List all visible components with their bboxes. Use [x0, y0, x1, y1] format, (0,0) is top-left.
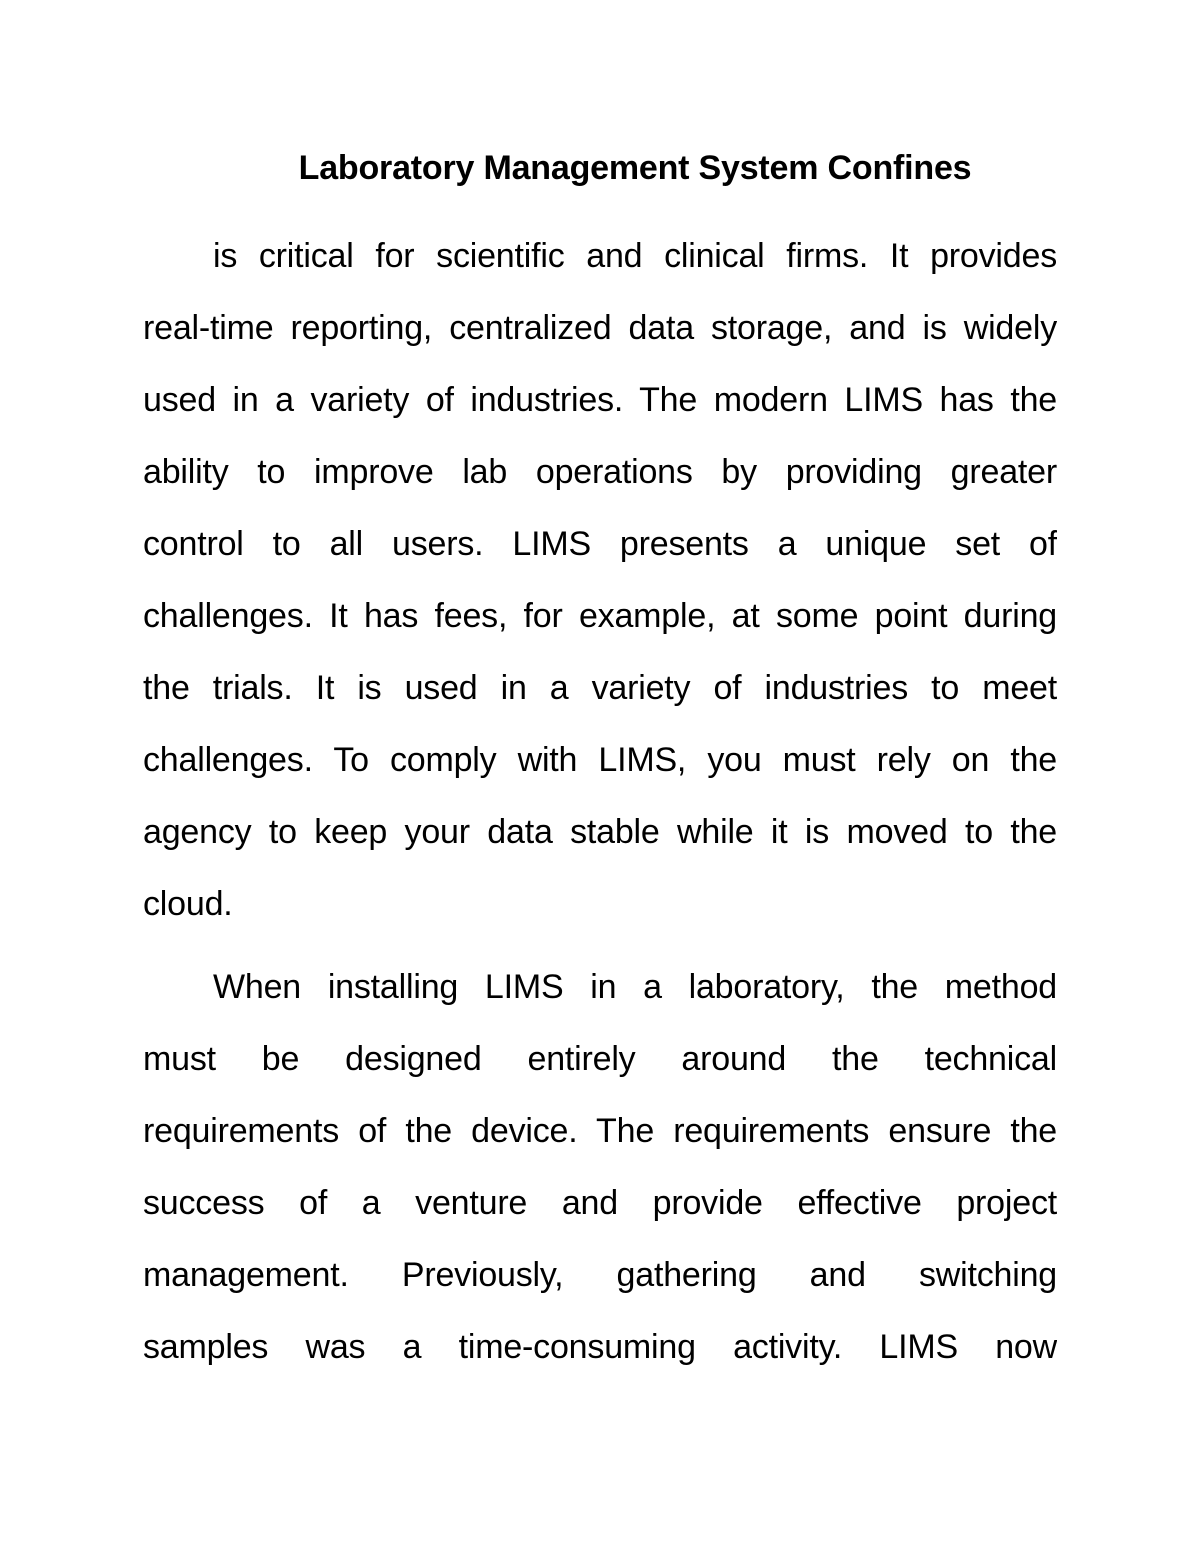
paragraph-line: control to all users. LIMS presents a unique set of: [143, 525, 1057, 563]
paragraph-line: real-time reporting, centralized data storage, and is widely: [143, 309, 1057, 347]
paragraph-line: must be designed entirely around the technical: [143, 1040, 1057, 1078]
paragraph-2: [143, 951, 1057, 1383]
paragraph-line: requirements of the device. The requirements ensure the: [143, 1112, 1057, 1150]
paragraph-line: management. Previously, gathering and switching: [143, 1256, 1057, 1294]
paragraph-line: When installing LIMS in a laboratory, the method: [213, 968, 1057, 1006]
document-title: Laboratory Management System Confines: [298, 149, 972, 187]
paragraph-line: used in a variety of industries. The modern LIMS has the: [143, 381, 1057, 419]
paragraph-line: samples was a time-consuming activity. LIMS now: [143, 1328, 1057, 1366]
paragraph-line: the trials. It is used in a variety of industries to meet: [143, 669, 1057, 707]
paragraph-line: success of a venture and provide effective project: [143, 1184, 1057, 1222]
paragraph-line: challenges. It has fees, for example, at some point during: [143, 597, 1057, 635]
paragraph-line: cloud.: [143, 885, 233, 923]
paragraph-line: ability to improve lab operations by providing greater: [143, 453, 1057, 491]
paragraph-line: agency to keep your data stable while it is moved to the: [143, 813, 1057, 851]
paragraph-line: challenges. To comply with LIMS, you must rely on the: [143, 741, 1057, 779]
paragraph-line: is critical for scientific and clinical firms. It provides: [213, 237, 1057, 275]
paragraph-1: [143, 220, 1057, 940]
